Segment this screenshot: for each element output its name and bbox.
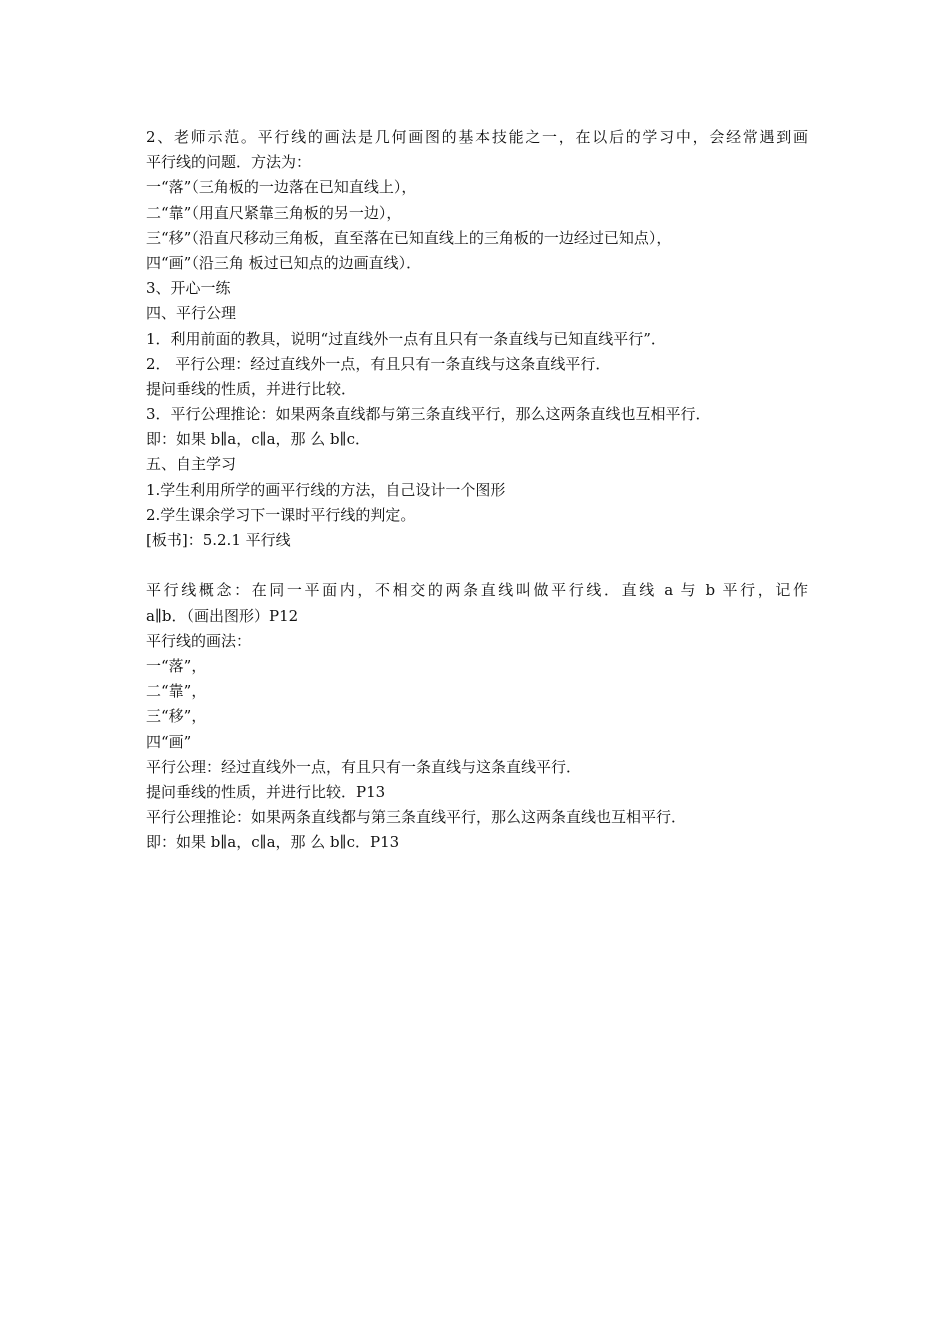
paragraph-line: 1.学生利用所学的画平行线的方法，自己设计一个图形: [146, 480, 506, 499]
paragraph-line: 一“落”（三角板的一边落在已知直线上），: [146, 178, 417, 197]
paragraph-line: 3．平行公理推论：如果两条直线都与第三条直线平行，那么这两条直线也互相平行．: [146, 405, 711, 424]
paragraph-line: 二“靠”，: [146, 682, 207, 701]
paragraph-line: 2.学生课余学习下一课时平行线的判定。: [146, 505, 416, 524]
paragraph-line: 平行线的问题．方法为：: [146, 153, 312, 172]
blank-line: [146, 553, 808, 578]
paragraph-line: 平行公理：经过直线外一点，有且只有一条直线与这条直线平行．: [146, 757, 582, 776]
section-heading: 四、平行公理: [146, 304, 237, 323]
paragraph-line: 四“画”（沿三角 板过已知点的边画直线）．: [146, 253, 422, 272]
document-body: [146, 125, 808, 855]
paragraph-line: 即：如果 b∥a，c∥a，那 么 b∥c．P13: [146, 833, 400, 852]
paragraph-line: 三“移”，: [146, 707, 207, 726]
paragraph-line: 2、老师示范。平行线的画法是几何画图的基本技能之一，在以后的学习中，会经常遇到画: [146, 128, 808, 146]
paragraph-line: 即：如果 b∥a，c∥a，那 么 b∥c．: [146, 430, 370, 449]
paragraph-line: 2． 平行公理：经过直线外一点，有且只有一条直线与这条直线平行．: [146, 354, 611, 373]
paragraph-line: 1．利用前面的教具，说明“过直线外一点有且只有一条直线与已知直线平行”．: [146, 329, 666, 348]
paragraph-line: 四“画”: [146, 732, 192, 751]
paragraph-line: 平行公理推论：如果两条直线都与第三条直线平行，那么这两条直线也互相平行．: [146, 808, 687, 827]
paragraph-line: a∥b．（画出图形）P12: [146, 606, 299, 625]
section-heading: 五、自主学习: [146, 455, 237, 474]
paragraph-line: 二“靠”（用直尺紧靠三角板的另一边），: [146, 203, 402, 222]
paragraph-line: 一“落”，: [146, 656, 207, 675]
board-heading: [板书]：5.2.1 平行线: [146, 531, 291, 549]
paragraph-line: 三“移”（沿直尺移动三角板，直至落在已知直线上的三角板的一边经过已知点），: [146, 228, 672, 247]
paragraph-line: 平行线概念：在同一平面内，不相交的两条直线叫做平行线．直线 a 与 b 平行，记作: [146, 581, 808, 600]
paragraph-line: 提问垂线的性质，并进行比较．: [146, 379, 357, 398]
paragraph-line: 平行线的画法：: [146, 631, 252, 650]
paragraph-line: 提问垂线的性质，并进行比较．P13: [146, 782, 386, 801]
paragraph-line: 3、开心一练: [146, 279, 231, 298]
